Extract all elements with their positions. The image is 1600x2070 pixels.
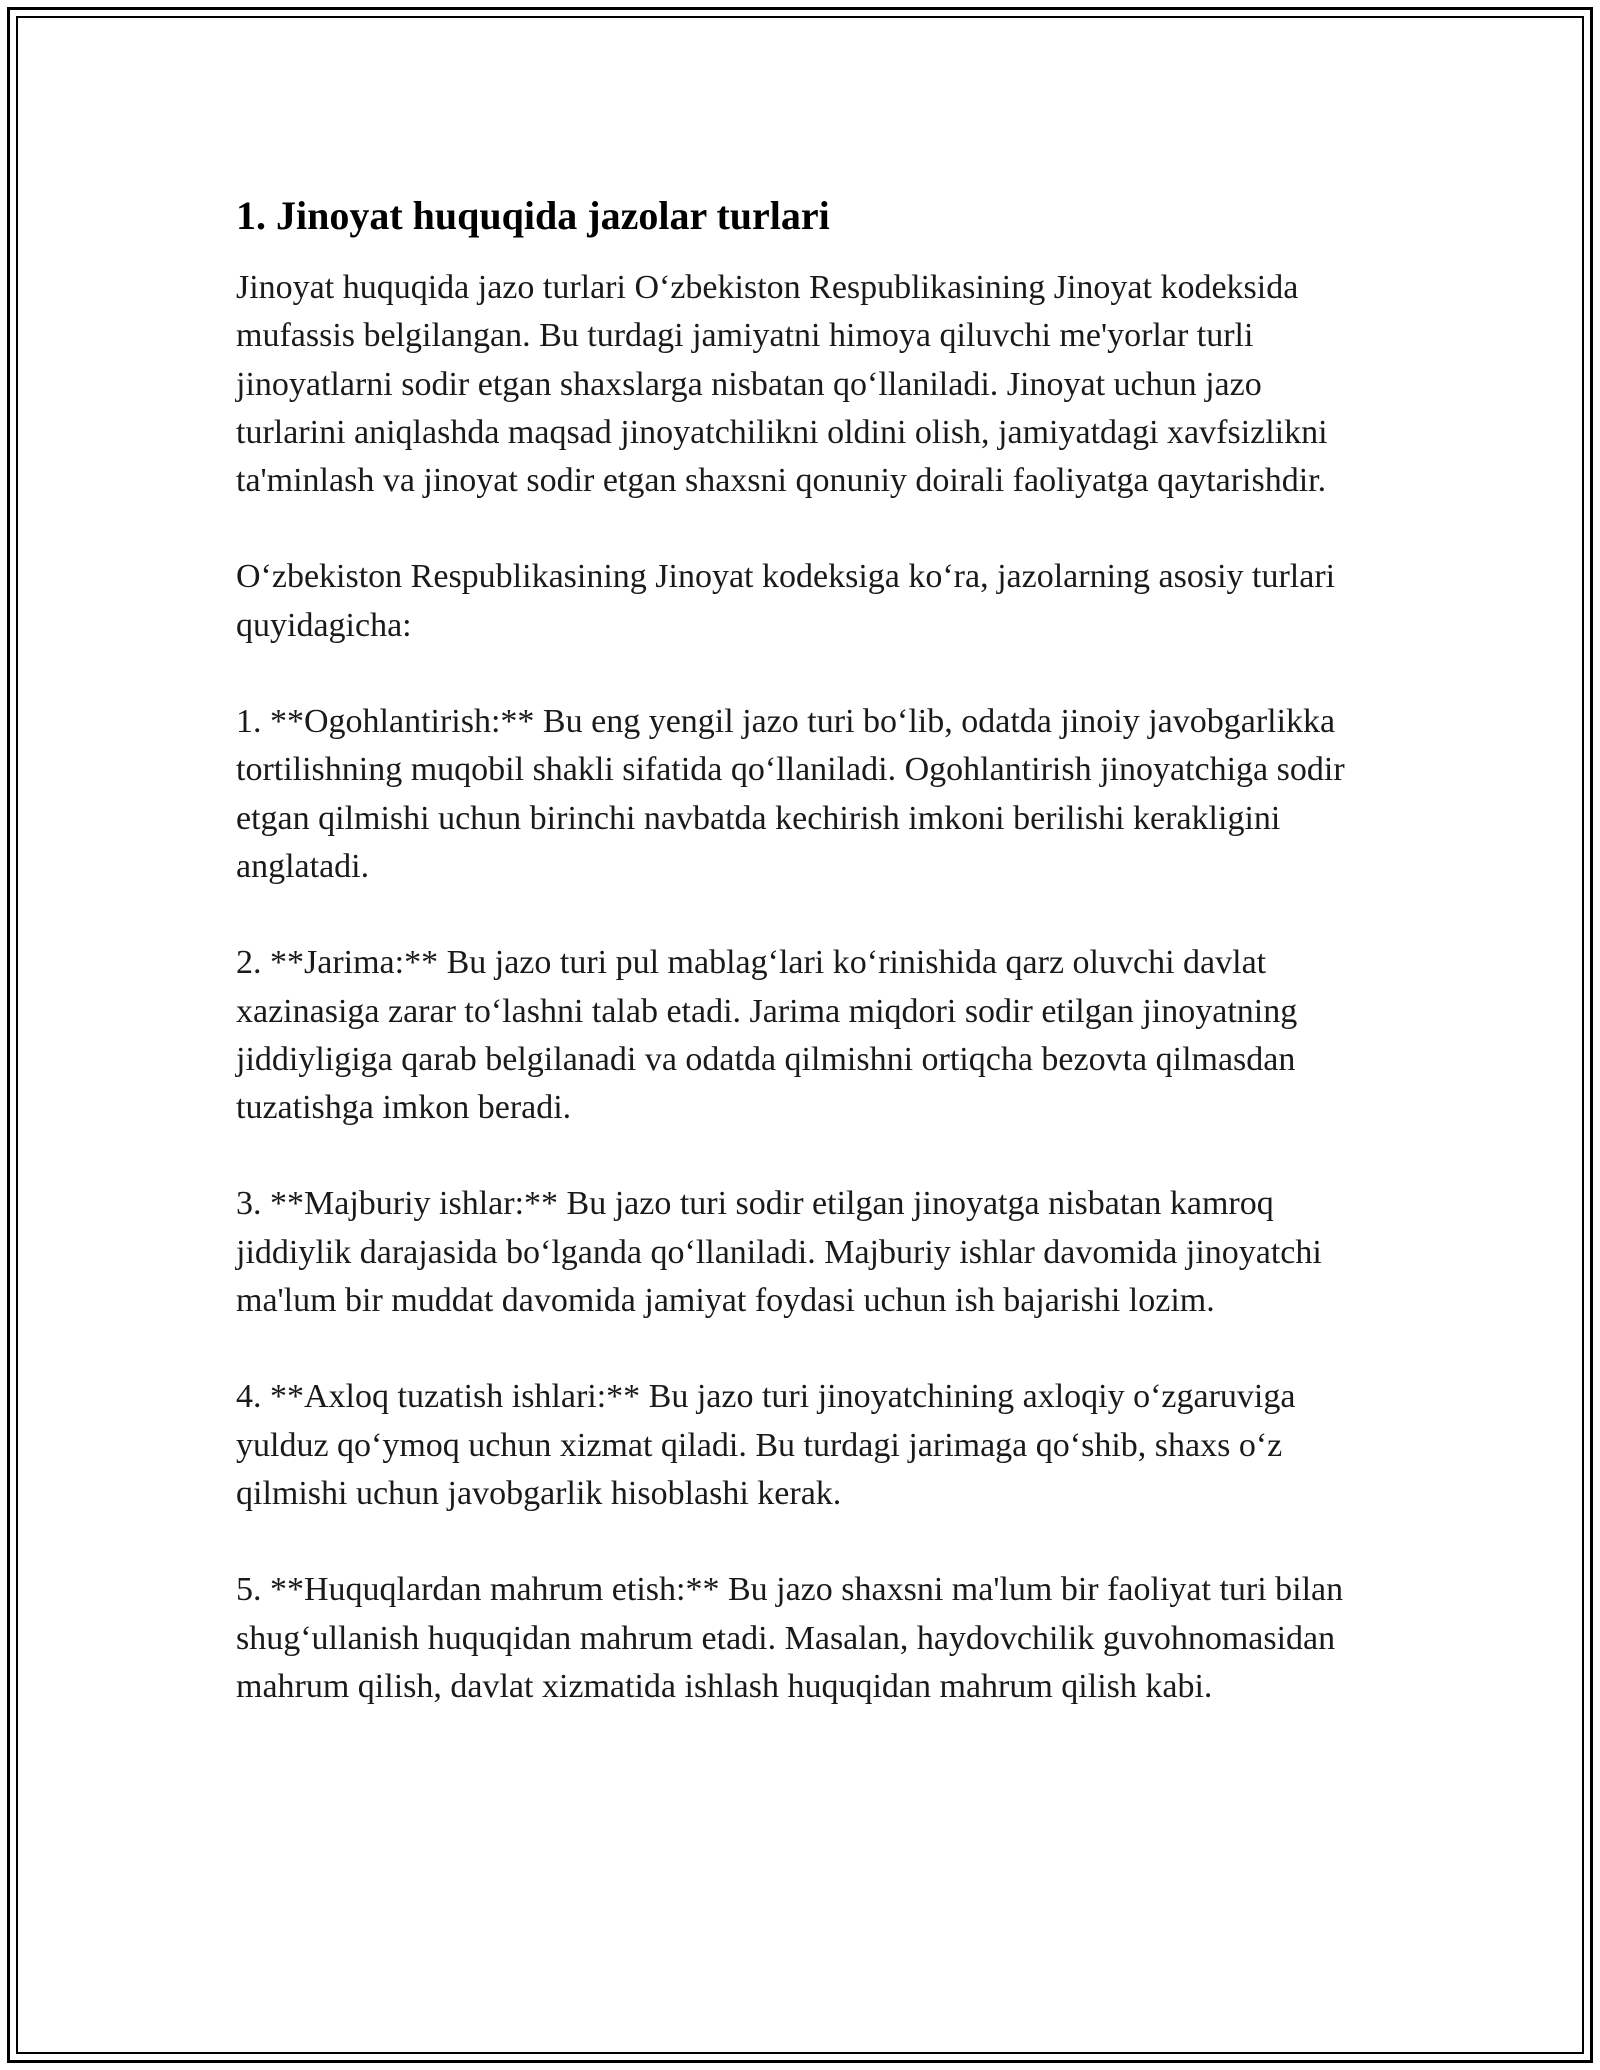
document-body [236, 188, 1376, 1711]
list-item-correctional-work: 4. **Axloq tuzatish ishlari:** Bu jazo turi jinoyatchining axloqiy o‘zgaruviga yulduz qo‘ymoq uchun xizmat qiladi. Bu turdagi jarimaga qo‘shib, shaxs o‘z qilmishi uchun javobgarlik hisoblashi kerak. [236, 1378, 1296, 1512]
types-intro-paragraph: O‘zbekiston Respublikasining Jinoyat kodeksiga ko‘ra, jazolarning asosiy turlari quyidagicha: [236, 558, 1336, 644]
list-item-warning: 1. **Ogohlantirish:** Bu eng yengil jazo turi bo‘lib, odatda jinoiy javobgarlikka tortilishning muqobil shakli sifatida qo‘llaniladi. Ogohlantirish jinoyatchiga sodir etgan qilmishi uchun birinchi navbatda kechirish imkoni berilishi kerakligini anglatadi. [236, 703, 1345, 885]
document-title: 1. Jinoyat huquqida jazolar turlari [236, 193, 830, 238]
list-item-compulsory-work: 3. **Majburiy ishlar:** Bu jazo turi sodir etilgan jinoyatga nisbatan kamroq jiddiylik darajasida bo‘lganda qo‘llaniladi. Majburiy ishlar davomida jinoyatchi ma'lum bir muddat davomida jamiyat foydasi uchun ish bajarishi lozim. [236, 1185, 1322, 1320]
list-item-fine: 2. **Jarima:** Bu jazo turi pul mablag‘lari ko‘rinishida qarz oluvchi davlat xazinasiga zarar to‘lashni talab etadi. Jarima miqdori sodir etilgan jinoyatning jiddiyligiga qarab belgilanadi va odatda qilmishni ortiqcha bezovta qilmasdan tuzatishga imkon beradi. [236, 944, 1298, 1127]
intro-paragraph: Jinoyat huquqida jazo turlari O‘zbekiston Respublikasining Jinoyat kodeksida mufassis belgilangan. Bu turdagi jamiyatni himoya qiluvchi me'yorlar turli jinoyatlarni sodir etgan shaxslarga nisbatan qo‘llaniladi. Jinoyat uchun jazo turlarini aniqlashda maqsad jinoyatchilikni oldini olish, jamiyatdagi xavfsizlikni ta'minlash va jinoyat sodir etgan shaxsni qonuniy doirali faoliyatga qaytarishdir. [236, 269, 1328, 500]
list-item-deprivation-of-rights: 5. **Huquqlardan mahrum etish:** Bu jazo shaxsni ma'lum bir faoliyat turi bilan shug‘ullanish huquqidan mahrum etadi. Masalan, haydovchilik guvohnomasidan mahrum qilish, davlat xizmatida ishlash huquqidan mahrum qilish kabi. [236, 1571, 1344, 1705]
